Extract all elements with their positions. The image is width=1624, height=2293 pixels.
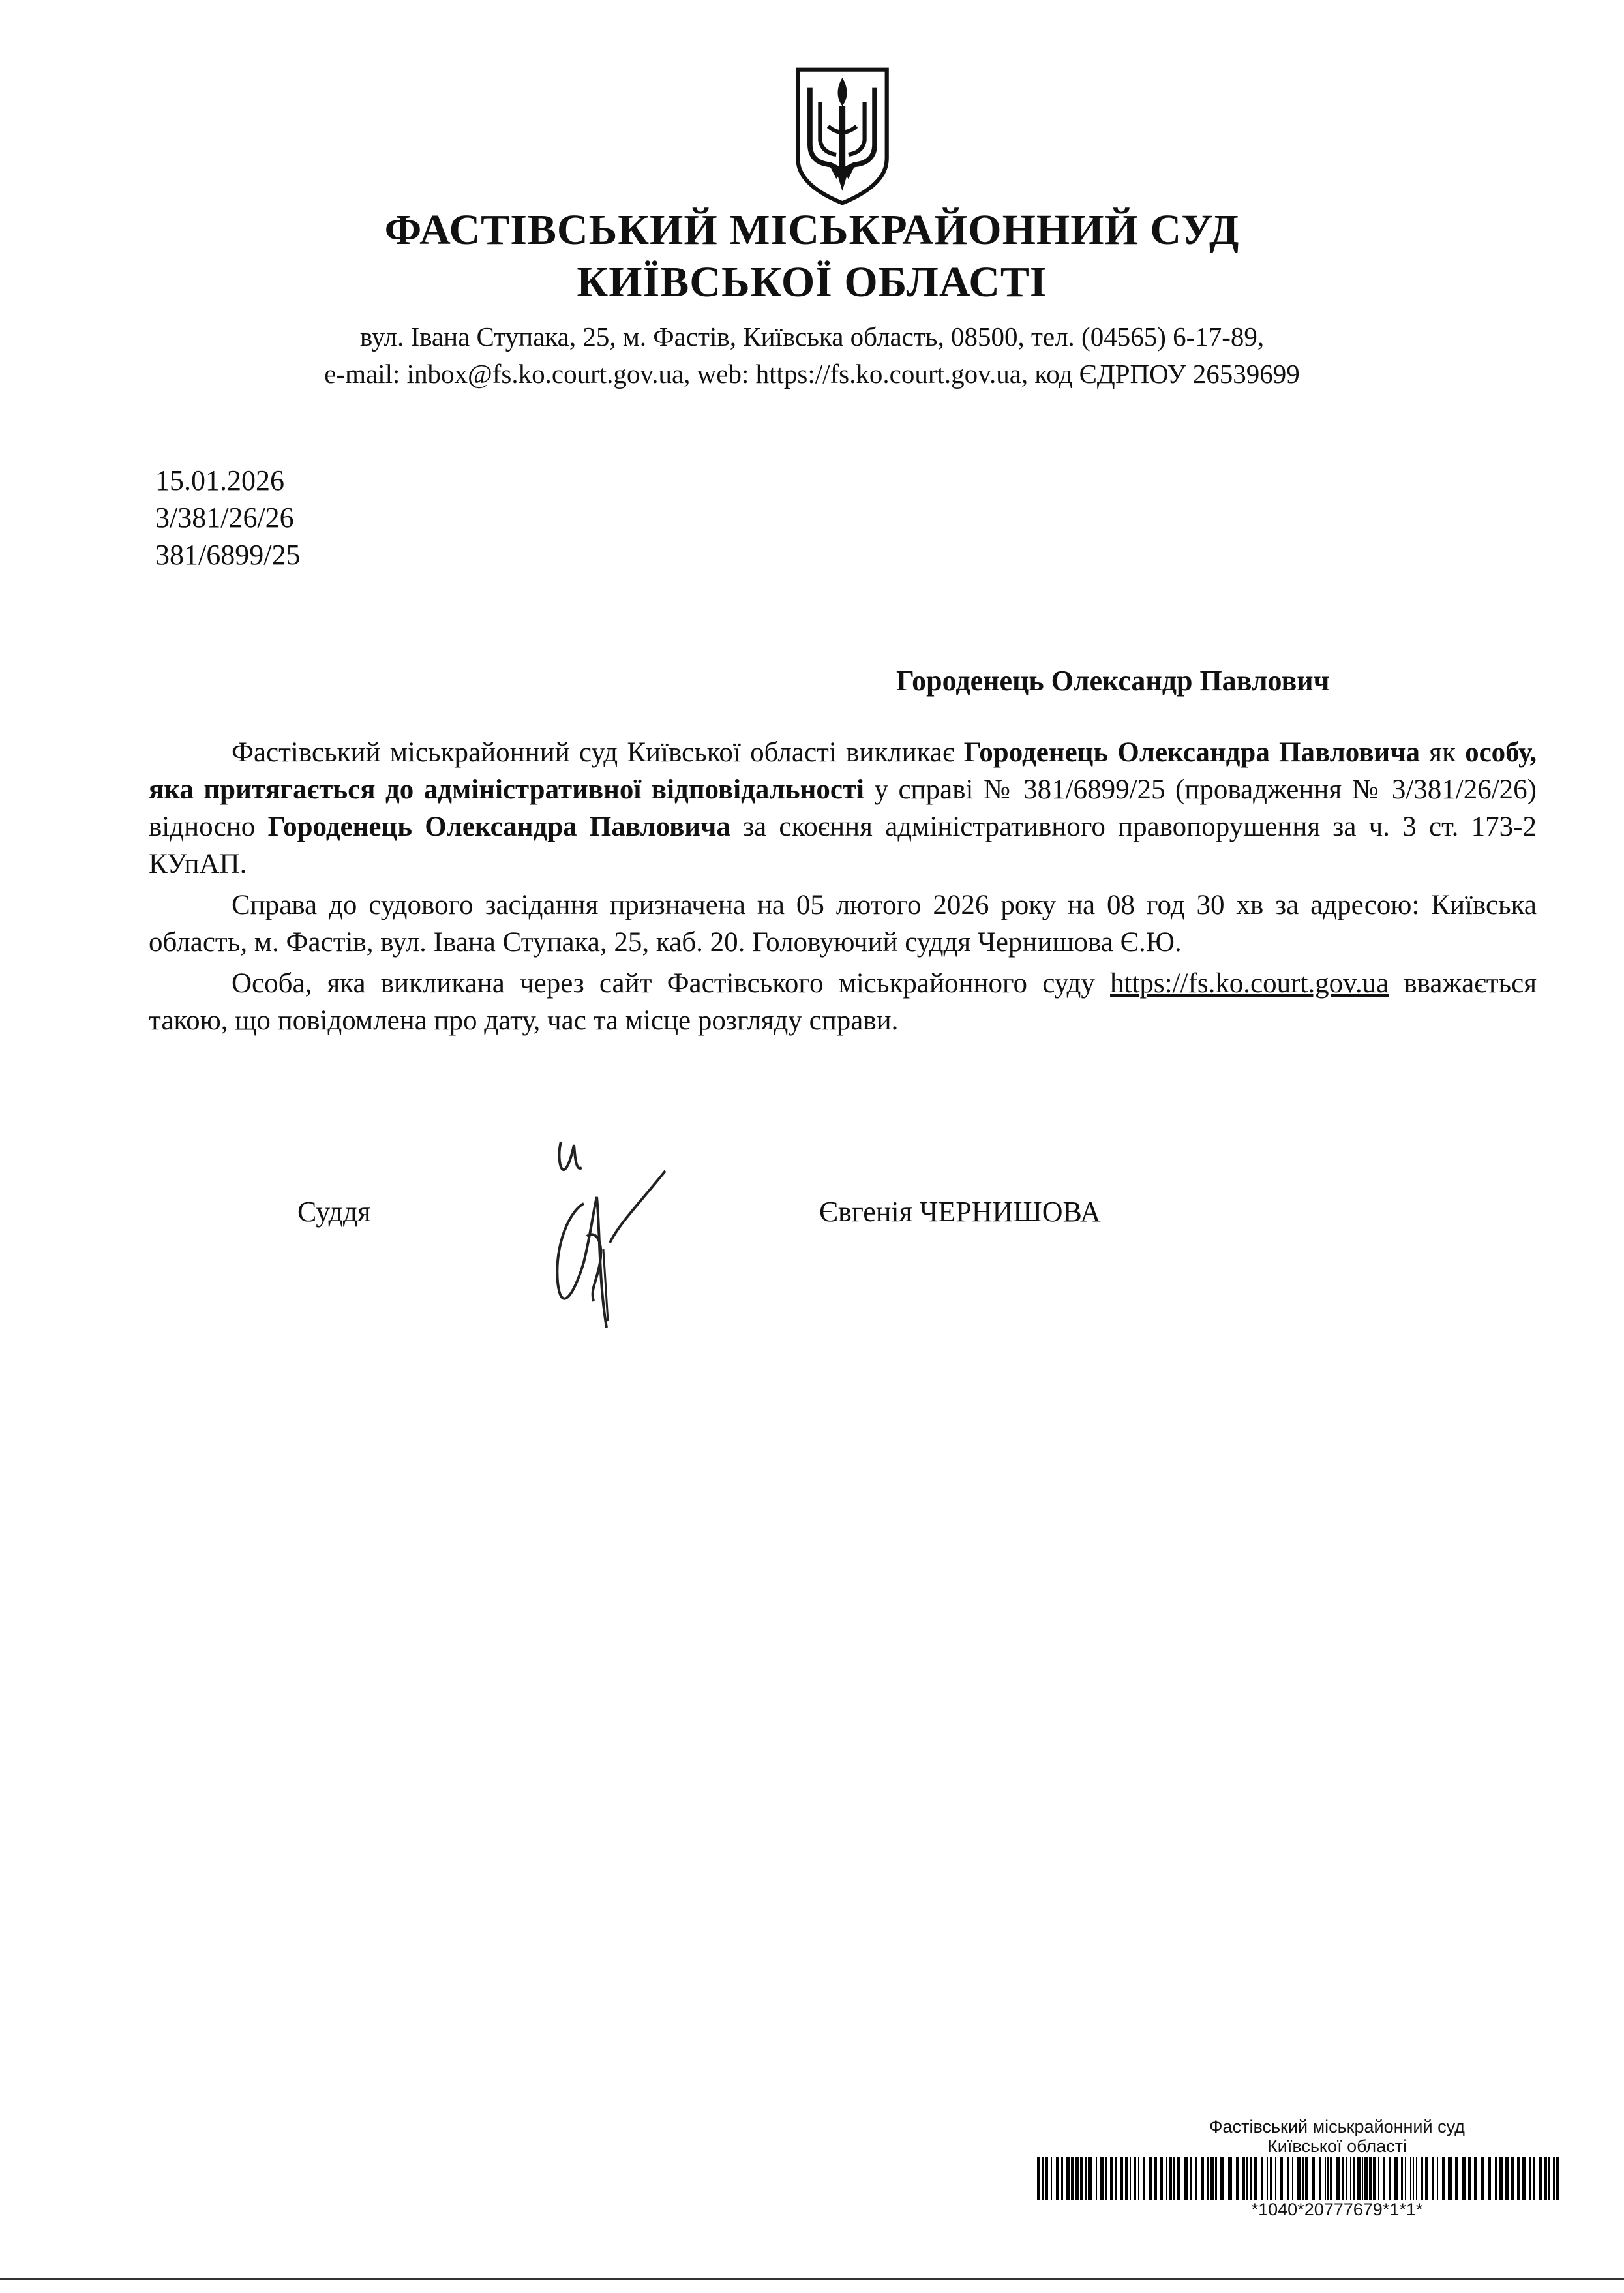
court-web-contacts: e-mail: inbox@fs.ko.court.gov.ua, web: https://fs.ko.court.gov.ua, код ЄДРПОУ 26539699 (324, 359, 1300, 389)
court-contacts (0, 318, 1624, 393)
case-number: 381/6899/25 (155, 539, 301, 571)
p1-text-4: за скоєння адміністративного правопорушення за ч. 3 ст. 173-2 КУпАП. (149, 812, 1537, 879)
handwritten-signature (535, 1132, 704, 1334)
court-address: вул. Івана Ступака, 25, м. Фастів, Київська область, 08500, тел. (04565) 6-17-89, (359, 322, 1265, 352)
court-name-line1: ФАСТІВСЬКИЙ МІСЬКРАЙОННИЙ СУД (384, 206, 1240, 254)
stamp-org-line2: Київської області (1267, 2136, 1407, 2156)
p1-person-name-2: Городенець Олександра Павловича (267, 812, 730, 842)
court-website-link[interactable]: https://fs.ko.court.gov.ua (1110, 968, 1389, 999)
stamp-org-line1: Фастівський міськрайонний суд (1209, 2117, 1465, 2136)
trident-emblem-icon (792, 65, 893, 207)
proceeding-number: 3/381/26/26 (155, 502, 294, 534)
document-date: 15.01.2026 (155, 464, 284, 496)
summons-paragraph-2: Справа до судового засідання призначена на 05 лютого 2026 року на 08 год 30 хв за адресою: Київська область, м. Фастів, вул. Івана Ступака, 25, каб. 20. Головуючий суддя Чернишова Є.Ю. (149, 890, 1537, 958)
p1-text-1: Фастівський міськрайонний суд Київської області викликає (232, 737, 964, 768)
registration-stamp (978, 2117, 1624, 2156)
p1-status: особу, яка притягається до адміністративної відповідальності (149, 737, 1537, 805)
signer-name: Євгенія ЧЕРНИШОВА (819, 1196, 1101, 1228)
p1-text-3: у справі № 381/6899/25 (провадження № 3/381/26/26) відносно (149, 774, 1537, 842)
summons-body (149, 734, 1537, 1039)
p3-text-1: Особа, яка викликана через сайт Фастівського міськрайонного суду (232, 968, 1111, 999)
p1-text-2: як (1419, 737, 1466, 768)
summons-paragraph-3 (149, 965, 1537, 1039)
p3-text-2: вважається такою, що повідомлена про дату, час та місце розгляду справи. (149, 968, 1537, 1036)
barcode-number: *1040*20777679*1*1* (1251, 2200, 1423, 2219)
signer-role: Суддя (297, 1196, 371, 1228)
document-meta (155, 462, 300, 573)
court-name-line2: КИЇВСЬКОЇ ОБЛАСТІ (577, 258, 1047, 306)
footer-divider (0, 2278, 1624, 2280)
addressee-name: Городенець Олександр Павлович (896, 665, 1330, 697)
barcode-icon (1037, 2157, 1559, 2200)
p1-person-name: Городенець Олександра Павловича (963, 737, 1420, 768)
summons-paragraph-1 (149, 734, 1537, 883)
